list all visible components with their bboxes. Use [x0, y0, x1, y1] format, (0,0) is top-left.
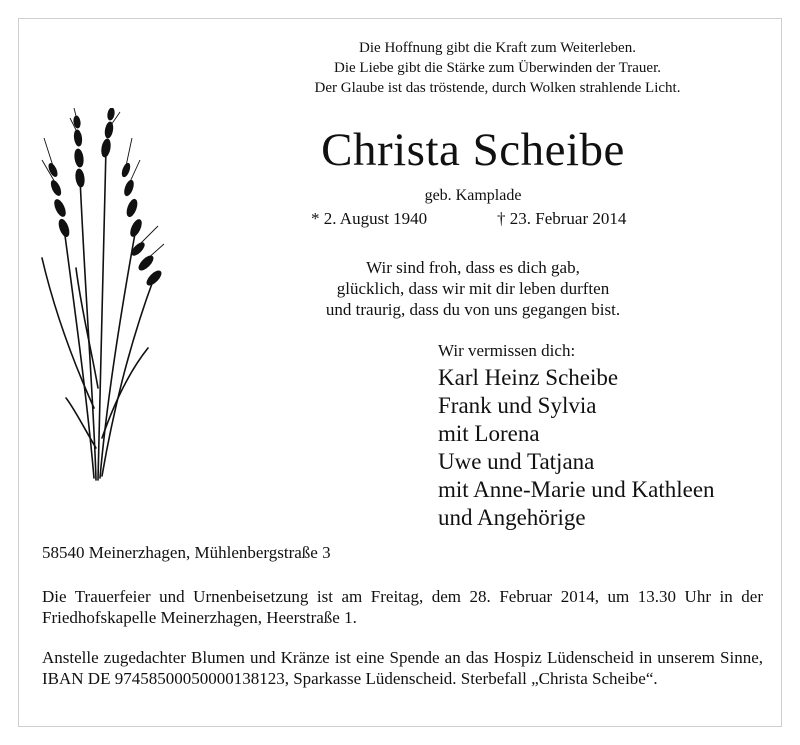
mourner-name: und Angehörige: [438, 505, 586, 530]
mourners-list: [438, 364, 715, 532]
maiden-name: geb. Kamplade: [424, 187, 522, 204]
ceremony-info: Die Trauerfeier und Urnenbeisetzung ist am Freitag, dem 28. Februar 2014, um 13.30 Uhr in der Friedhofskapelle Meinerzhagen, Heerstraße 1.: [42, 587, 763, 627]
poem-line: und traurig, dass du von uns gegangen bist.: [325, 300, 621, 319]
death-date: † 23. Februar 2014: [497, 209, 627, 228]
mourner-name: mit Lorena: [438, 421, 540, 446]
motto-line: Der Glaube ist das tröstende, durch Wolken strahlende Licht.: [314, 80, 681, 96]
motto-line: Die Hoffnung gibt die Kraft zum Weiterleben.: [359, 40, 636, 56]
mourners-intro: Wir vermissen dich:: [438, 341, 576, 360]
donation-info: Anstelle zugedachter Blumen und Kränze ist eine Spende an das Hospiz Lüdenscheid in unserem Sinne, IBAN DE 97458500050000138123, Sparkasse Lüdenscheid. Sterbefall „Christa Scheibe“.: [42, 648, 763, 688]
poem-line: glücklich, dass wir mit dir leben durften: [336, 279, 610, 298]
birth-date: * 2. August 1940: [311, 209, 428, 228]
deceased-name: Christa Scheibe: [321, 124, 625, 176]
mourner-name: Frank und Sylvia: [438, 393, 597, 418]
motto-verse: [0, 38, 800, 98]
motto-line: Die Liebe gibt die Stärke zum Überwinden der Trauer.: [334, 60, 661, 76]
family-address: 58540 Meinerzhagen, Mühlenbergstraße 3: [42, 543, 331, 562]
poem-line: Wir sind froh, dass es dich gab,: [366, 258, 580, 277]
mourner-name: Uwe und Tatjana: [438, 449, 595, 474]
mourner-name: mit Anne-Marie und Kathleen: [438, 477, 715, 502]
poem-verse: [0, 257, 800, 320]
mourner-name: Karl Heinz Scheibe: [438, 365, 619, 390]
